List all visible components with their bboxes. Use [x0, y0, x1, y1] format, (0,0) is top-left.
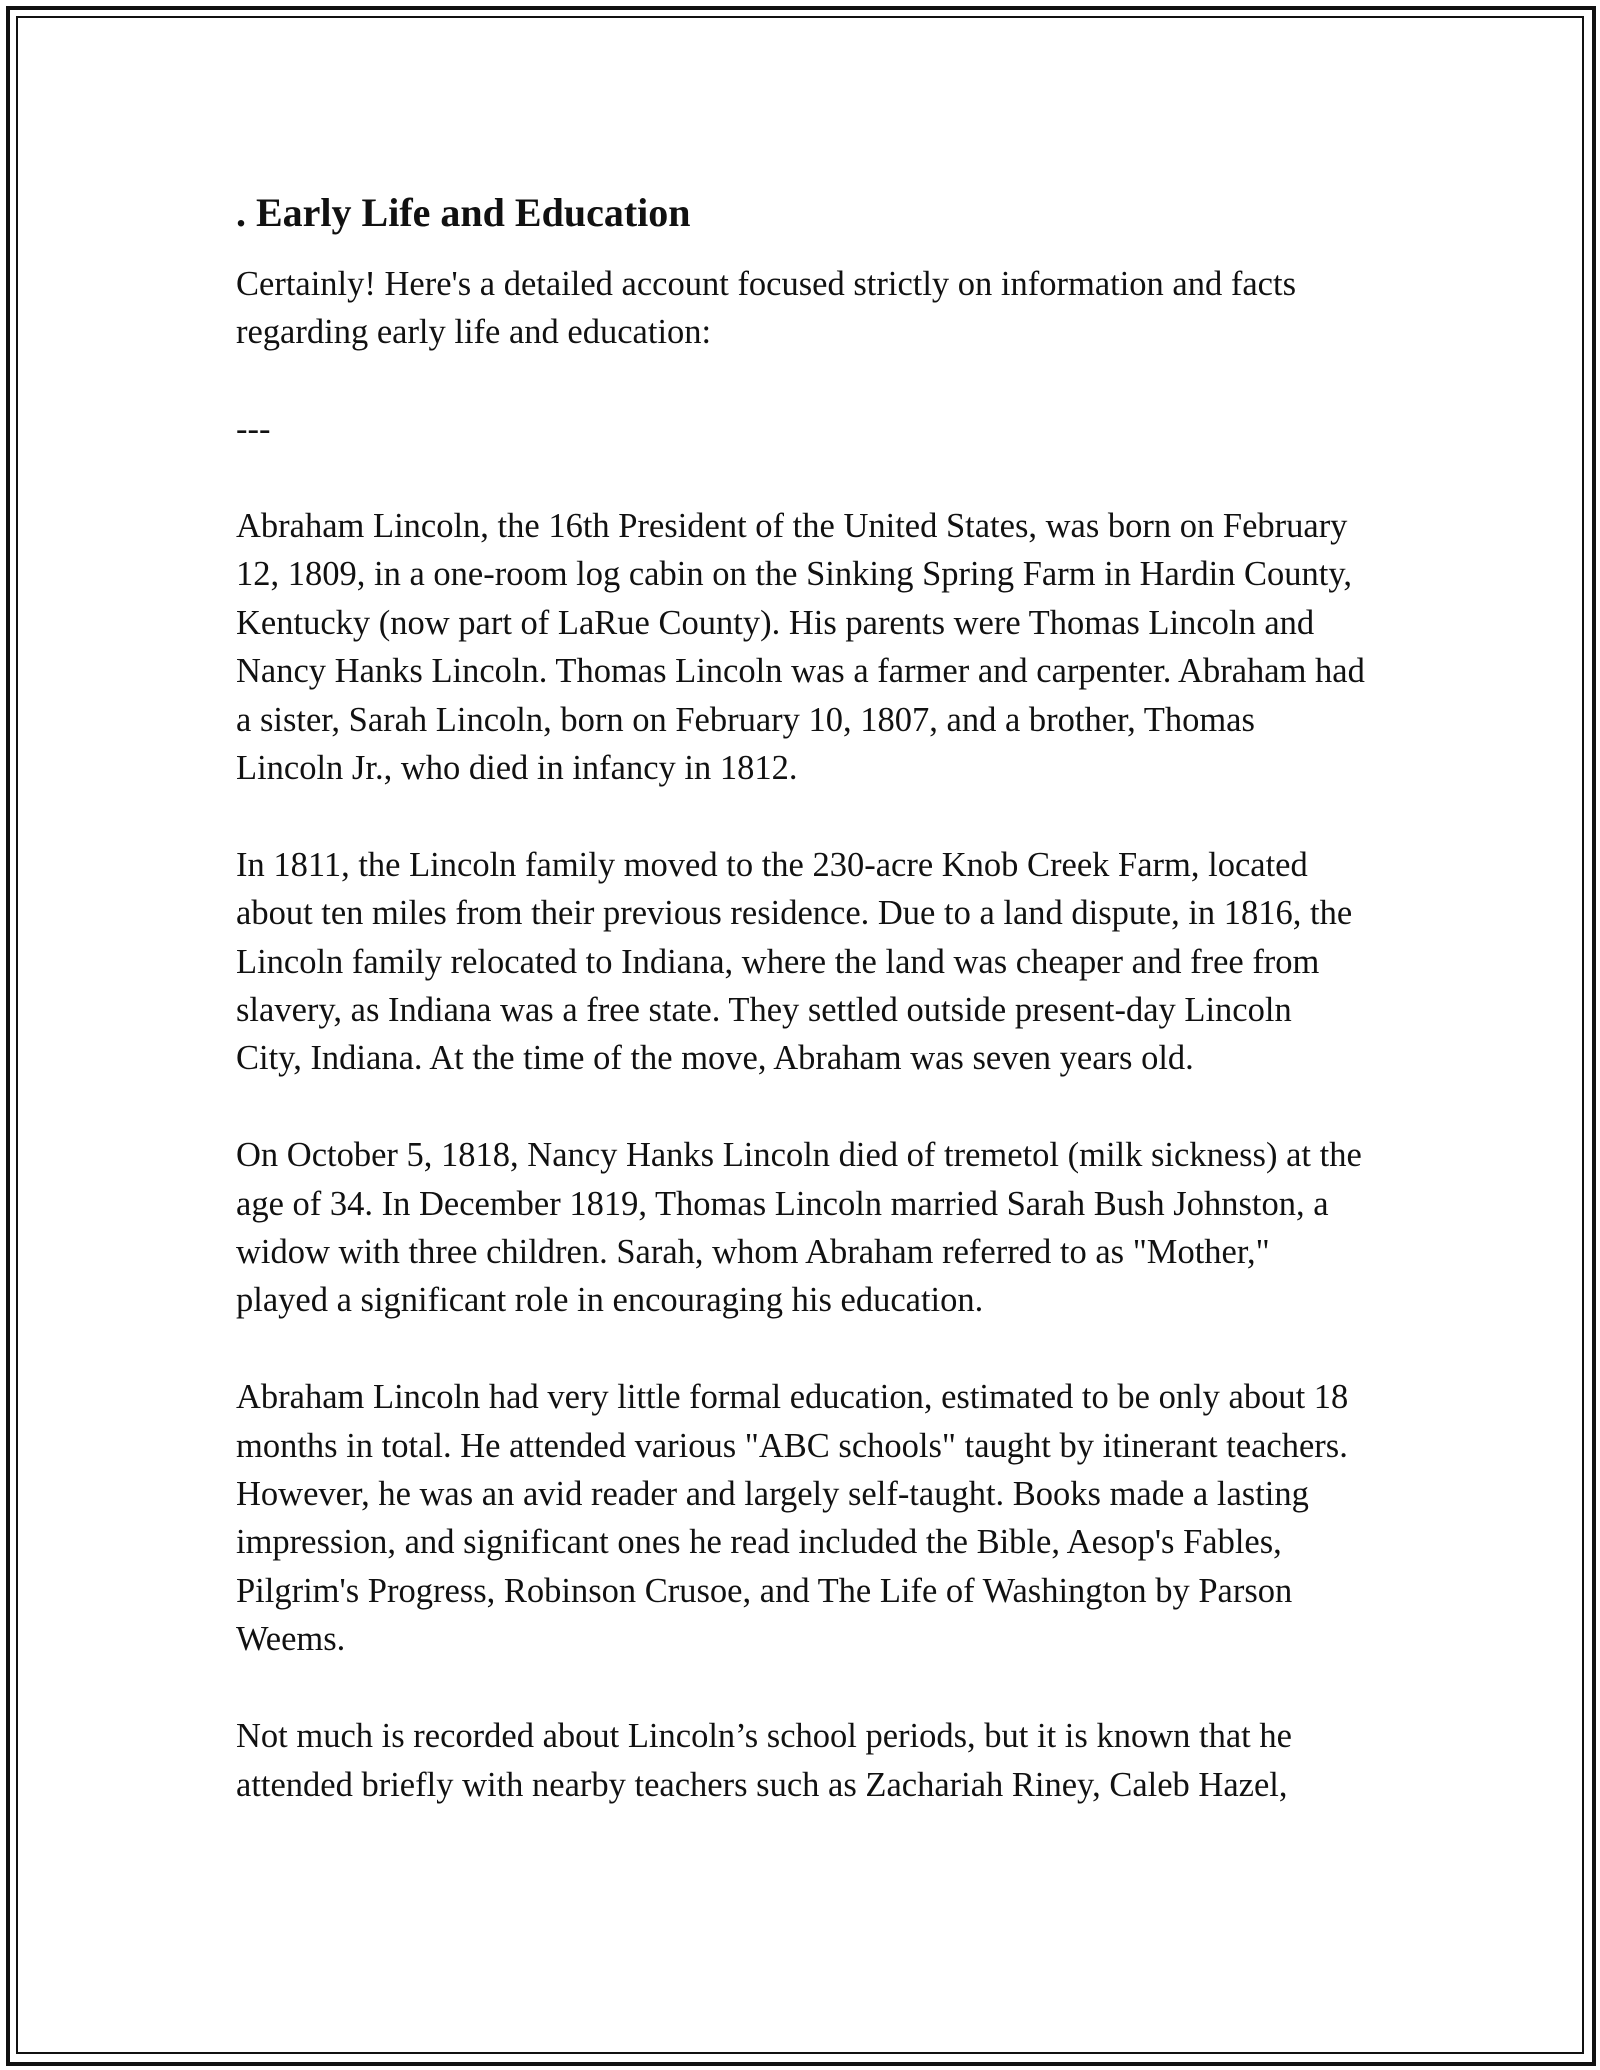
- paragraph-school-periods: Not much is recorded about Lincoln’s school periods, but it is known that he attended briefly with nearby teachers such as Zachariah Riney, Caleb Hazel,: [236, 1717, 1292, 1804]
- paragraph-mother: On October 5, 1818, Nancy Hanks Lincoln died of tremetol (milk sickness) at the age of 34. In December 1819, Thomas Lincoln married Sarah Bush Johnston, a widow with three children. Sarah, whom Abraham referred to as "Mother," played a significant role in encouraging his education.: [236, 1136, 1362, 1320]
- separator-line: ---: [236, 410, 271, 449]
- document-body: [236, 188, 1366, 1809]
- paragraph-relocation: In 1811, the Lincoln family moved to the 230-acre Knob Creek Farm, located about ten miles from their previous residence. Due to a land dispute, in 1816, the Lincoln family relocated to Indiana, where the land was cheaper and free from slavery, as Indiana was a free state. They settled outside present-day Lincoln City, Indiana. At the time of the move, Abraham was seven years old.: [236, 845, 1353, 1078]
- intro-paragraph: Certainly! Here's a detailed account focused strictly on information and facts regarding early life and education:: [236, 265, 1296, 352]
- paragraph-birth: Abraham Lincoln, the 16th President of the United States, was born on February 12, 1809, in a one-room log cabin on the Sinking Spring Farm in Hardin County, Kentucky (now part of LaRue County). His parents were Thomas Lincoln and Nancy Hanks Lincoln. Thomas Lincoln was a farmer and carpenter. Abraham had a sister, Sarah Lincoln, born on February 10, 1807, and a brother, Thomas Lincoln Jr., who died in infancy in 1812.: [236, 507, 1365, 788]
- section-heading: . Early Life and Education: [236, 190, 691, 235]
- paragraph-education: Abraham Lincoln had very little formal education, estimated to be only about 18 months in total. He attended various "ABC schools" taught by itinerant teachers. However, he was an avid reader and largely self-taught. Books made a lasting impression, and significant ones he read included the Bible, Aesop's Fables, Pilgrim's Progress, Robinson Crusoe, and The Life of Washington by Parson Weems.: [236, 1378, 1349, 1659]
